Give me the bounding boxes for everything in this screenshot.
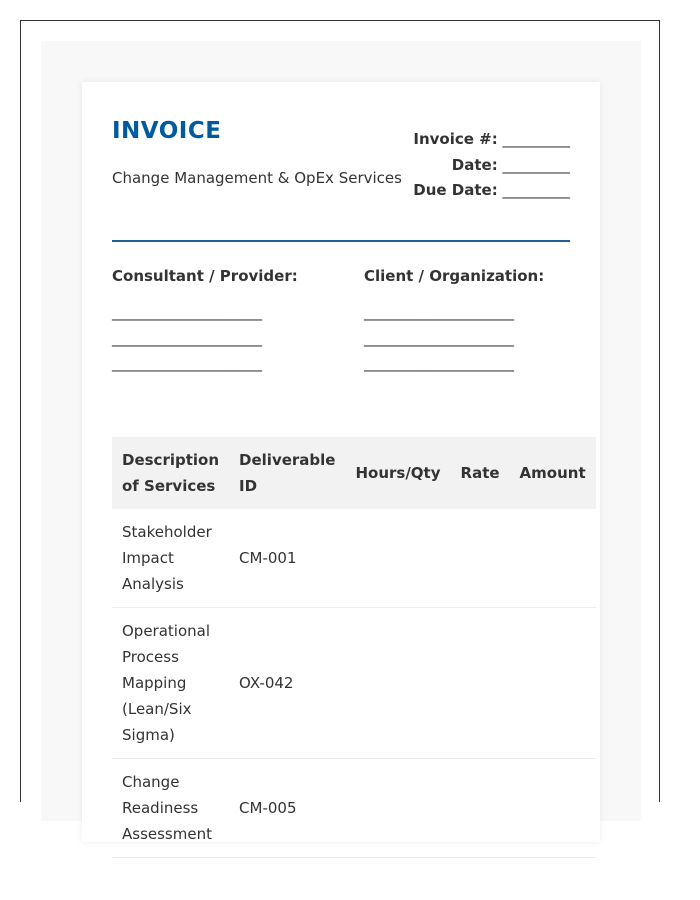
provider-block (112, 267, 322, 380)
provider-line[interactable]: ____________________ (112, 328, 262, 347)
invoice-number-row (413, 130, 570, 156)
provider-line[interactable]: ____________________ (112, 303, 262, 321)
page-backdrop (41, 41, 641, 843)
provider-line[interactable]: ____________________ (112, 354, 262, 372)
header-divider (112, 240, 570, 242)
table-header-row (112, 437, 596, 509)
table-row (112, 509, 596, 608)
header-amount: Amount (510, 437, 596, 509)
client-heading: Client / Organization: (364, 267, 545, 285)
client-block (364, 267, 574, 380)
row-rate[interactable] (451, 509, 510, 608)
services-table (112, 437, 596, 858)
row-amount[interactable] (510, 608, 596, 759)
client-line[interactable]: ____________________ (364, 303, 514, 321)
invoice-subtitle: Change Management & OpEx Services (112, 169, 402, 187)
invoice-sheet (82, 82, 600, 842)
invoice-title: INVOICE (112, 118, 222, 144)
row-deliverable-id: CM-005 (229, 759, 345, 858)
client-line[interactable]: ____________________ (364, 328, 514, 347)
invoice-date-row (413, 156, 570, 182)
table-row (112, 608, 596, 759)
header-description: Description of Services (112, 437, 229, 509)
row-hours-qty[interactable] (345, 509, 450, 608)
page-frame (20, 20, 660, 843)
invoice-number-label: Invoice #: (413, 130, 498, 148)
row-amount[interactable] (510, 509, 596, 608)
row-amount[interactable] (510, 759, 596, 858)
header-rate: Rate (451, 437, 510, 509)
row-deliverable-id: CM-001 (229, 509, 345, 608)
invoice-date-value[interactable]: _________ (502, 155, 570, 174)
invoice-meta (413, 130, 570, 207)
row-description: Change Readiness Assessment (112, 759, 229, 858)
row-hours-qty[interactable] (345, 759, 450, 858)
header-hours-qty: Hours/Qty (345, 437, 450, 509)
invoice-date-label: Date: (451, 155, 498, 174)
row-rate[interactable] (451, 759, 510, 858)
row-rate[interactable] (451, 608, 510, 759)
row-hours-qty[interactable] (345, 608, 450, 759)
invoice-due-date-label: Due Date: (413, 181, 498, 199)
invoice-number-value[interactable]: _________ (502, 130, 570, 148)
provider-heading: Consultant / Provider: (112, 267, 298, 285)
header-deliverable-id: Deliverable ID (229, 437, 345, 509)
table-row (112, 759, 596, 858)
client-line[interactable]: ____________________ (364, 354, 514, 372)
invoice-due-date-value[interactable]: _________ (502, 181, 570, 199)
row-deliverable-id: OX-042 (229, 608, 345, 759)
row-description: Operational Process Mapping (Lean/Six Sigma) (112, 608, 229, 759)
invoice-due-date-row (413, 181, 570, 207)
row-description: Stakeholder Impact Analysis (112, 509, 229, 608)
